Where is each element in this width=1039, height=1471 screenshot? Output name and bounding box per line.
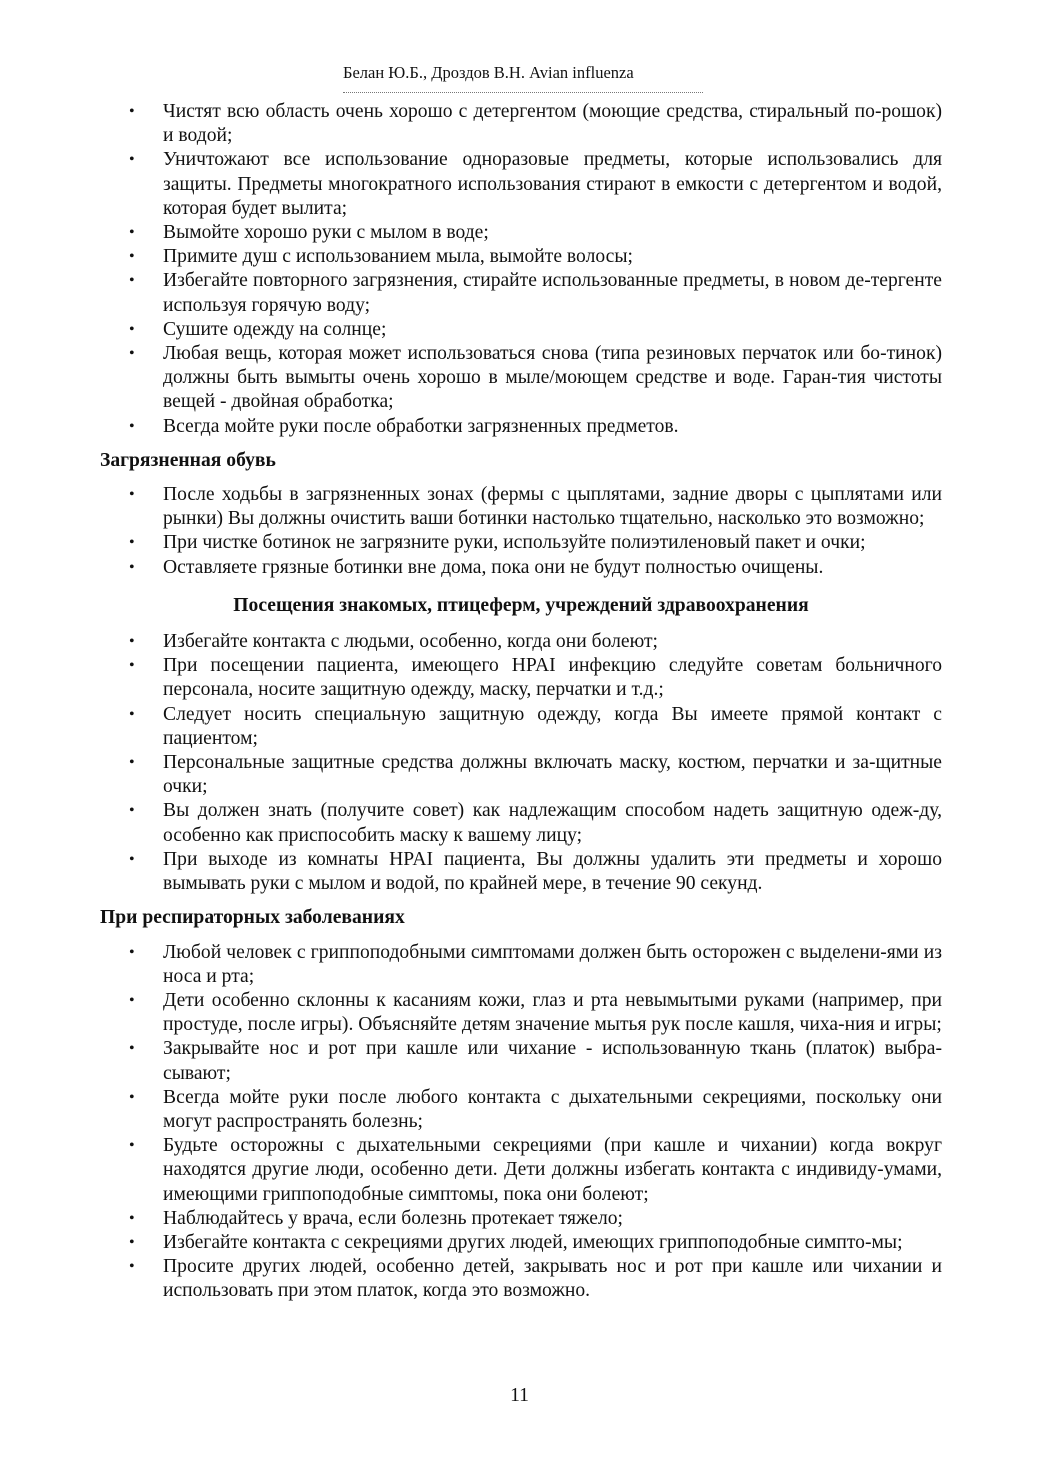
list-item: • Следует носить специальную защитную одежду, когда Вы имеете прямой контакт с пациентом; xyxy=(100,703,942,751)
list-item: • Избегайте контакта с людьми, особенно, когда они болеют; xyxy=(100,630,942,654)
list-item: • Будьте осторожны с дыхательными секрециями (при кашле и чихании) когда вокруг находятся другие люди, особенно дети. Дети должны избегать контакта с индивиду-умами, имеющими гриппоподобные симптомы, пока они болеют; xyxy=(100,1134,942,1207)
list-item: • Вымойте хорошо руки с мылом в воде; xyxy=(100,221,942,245)
bullet-list-respiratory xyxy=(100,941,942,1304)
list-item: • Чистят всю область очень хорошо с детергентом (моющие средства, стиральный по-рошок) и водой; xyxy=(100,100,942,148)
list-item: • Просите других людей, особенно детей, закрывать нос и рот при кашле или чихании и использовать при этом платок, когда это возможно. xyxy=(100,1255,942,1303)
header-rule xyxy=(343,92,703,93)
list-item: • Наблюдайтесь у врача, если болезнь протекает тяжело; xyxy=(100,1207,942,1231)
list-item: • Закрывайте нос и рот при кашле или чихание - использованную ткань (платок) выбра-сывают; xyxy=(100,1037,942,1085)
list-item: • Вы должен знать (получите совет) как надлежащим способом надеть защитную одеж-ду, особенно как приспособить маску к вашему лицу; xyxy=(100,799,942,847)
list-item: • Избегайте контакта с секрециями других людей, имеющих гриппоподобные симпто-мы; xyxy=(100,1231,942,1255)
list-item: • После ходьбы в загрязненных зонах (фермы с цыплятами, задние дворы с цыплятами или рынки) Вы должны очистить ваши ботинки настолько тщательно, насколько это возможно; xyxy=(100,483,942,531)
list-item: • Дети особенно склонны к касаниям кожи, глаз и рта невымытыми руками (например, при простуде, после игры). Объясняйте детям значение мытья рук после кашля, чиха-ния и игры; xyxy=(100,989,942,1037)
list-item: • Оставляете грязные ботинки вне дома, пока они не будут полностью очищены. xyxy=(100,556,942,580)
list-item: • При выходе из комнаты HPAI пациента, Вы должны удалить эти предметы и хорошо вымывать руки с мылом и водой, по крайней мере, в течение 90 секунд. xyxy=(100,848,942,896)
list-item: • Уничтожают все использование одноразовые предметы, которые использовались для защиты. Предметы многократного использования стирают в емкости с детергентом и водой, которая будет вылита; xyxy=(100,148,942,221)
list-item: • Любая вещь, которая может использоваться снова (типа резиновых перчаток или бо-тинок) должны быть вымыты очень хорошо в мыле/моющем средстве и воде. Гаран-тия чистоты вещей - двойная обработка; xyxy=(100,342,942,415)
list-item: • При чистке ботинок не загрязните руки, используйте полиэтиленовый пакет и очки; xyxy=(100,531,942,555)
section-title-respiratory: При респираторных заболеваниях xyxy=(100,907,405,929)
page-content xyxy=(100,100,942,1304)
list-item: • Примите душ с использованием мыла, вымойте волосы; xyxy=(100,245,942,269)
list-item: • Избегайте повторного загрязнения, стирайте использованные предметы, в новом де-тергенте используя горячую воду; xyxy=(100,269,942,317)
list-item: • Всегда мойте руки после обработки загрязненных предметов. xyxy=(100,415,942,439)
running-header: Белан Ю.Б., Дроздов В.Н. Avian influenza xyxy=(343,63,634,82)
page-number: 11 xyxy=(510,1385,529,1406)
list-item: • При посещении пациента, имеющего HPAI инфекцию следуйте советам больничного персонала, носите защитную одежду, маску, перчатки и т.д.; xyxy=(100,654,942,702)
bullet-list-shoes xyxy=(100,483,942,580)
list-item: • Любой человек с гриппоподобными симптомами должен быть осторожен с выделени-ями из носа и рта; xyxy=(100,941,942,989)
section-title-shoes: Загрязненная обувь xyxy=(100,449,276,471)
list-item: • Всегда мойте руки после любого контакта с дыхательными секрециями, поскольку они могут распространять болезнь; xyxy=(100,1086,942,1134)
bullet-list-visits xyxy=(100,630,942,896)
section-title-visits: Посещения знакомых, птицеферм, учреждений здравоохранения xyxy=(233,594,809,616)
list-item: • Сушите одежду на солнце; xyxy=(100,318,942,342)
list-item: • Персональные защитные средства должны включать маску, костюм, перчатки и за-щитные очки; xyxy=(100,751,942,799)
bullet-list-intro xyxy=(100,100,942,439)
